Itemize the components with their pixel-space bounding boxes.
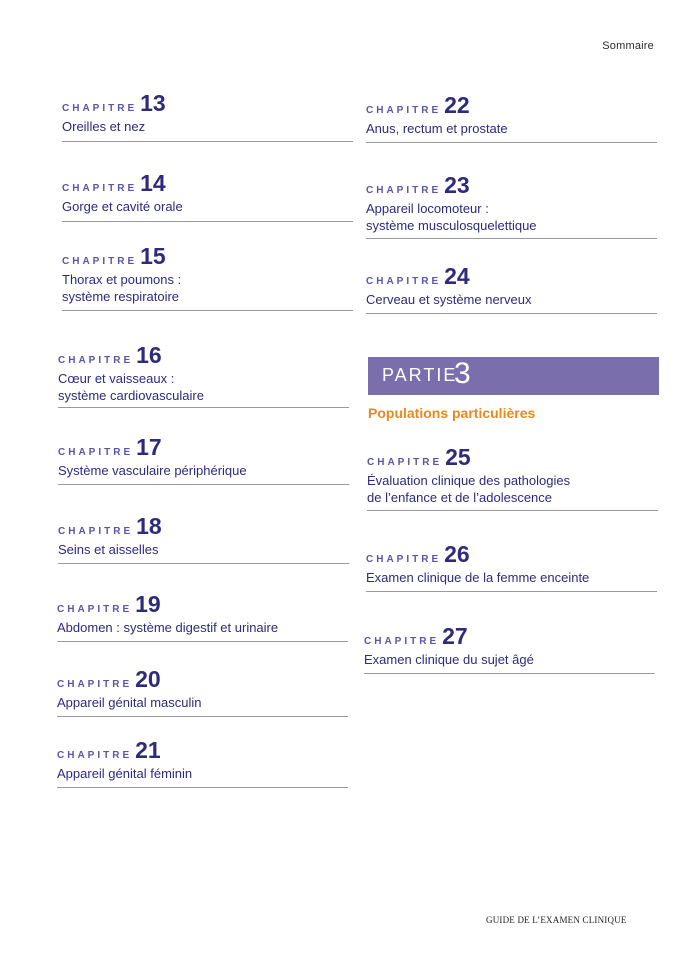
chapter-title-line: Appareil génital féminin: [57, 766, 193, 781]
chapter-divider: [58, 484, 349, 485]
chapter-divider: [364, 673, 655, 674]
chapter-number: 13: [140, 90, 166, 116]
running-footer: GUIDE DE L’EXAMEN CLINIQUE: [486, 915, 627, 925]
chapter-title-line: système musculosquelettique: [366, 218, 537, 233]
chapter-divider: [58, 563, 349, 564]
chapter-15[interactable]: [62, 243, 181, 305]
chapter-divider: [57, 716, 348, 717]
chapter-number: 24: [444, 263, 470, 289]
chapter-title-line: de l’enfance et de l’adolescence: [367, 490, 553, 505]
chapter-number: 16: [136, 342, 162, 368]
chapter-number: 18: [136, 513, 162, 539]
chapter-divider: [366, 142, 657, 143]
chapter-title-line: Cœur et vaisseaux :: [58, 371, 175, 386]
chapter-number: 19: [135, 591, 161, 617]
chapter-title-line: système cardiovasculaire: [58, 388, 204, 403]
chapter-title-line: Évaluation clinique des pathologies: [367, 473, 571, 488]
chapter-number: 17: [136, 434, 162, 460]
chapter-23[interactable]: [366, 172, 537, 234]
chapter-label: CHAPITRE: [366, 276, 442, 287]
chapter-16[interactable]: [58, 342, 204, 404]
chapter-20[interactable]: [57, 666, 202, 711]
chapter-title-line: Anus, rectum et prostate: [366, 121, 508, 136]
chapter-label: CHAPITRE: [364, 636, 440, 647]
chapter-number: 23: [444, 172, 470, 198]
chapter-number: 15: [140, 243, 166, 269]
chapter-label: CHAPITRE: [367, 457, 443, 468]
chapter-divider: [57, 787, 348, 788]
partie-number: 3: [454, 357, 471, 390]
chapter-title-line: Appareil génital masculin: [57, 695, 202, 710]
chapter-divider: [58, 407, 349, 408]
chapter-label: CHAPITRE: [58, 526, 134, 537]
chapter-25[interactable]: [367, 444, 570, 506]
chapter-label: CHAPITRE: [366, 185, 442, 196]
chapter-24[interactable]: [366, 263, 531, 308]
running-header: Sommaire: [602, 40, 654, 52]
chapter-divider: [62, 221, 353, 222]
chapter-21[interactable]: [57, 737, 192, 782]
chapter-label: CHAPITRE: [57, 604, 133, 615]
chapter-title-line: Thorax et poumons :: [62, 272, 182, 287]
chapter-title-line: Gorge et cavité orale: [62, 199, 183, 214]
chapter-19[interactable]: [57, 591, 278, 636]
chapter-number: 20: [135, 666, 161, 692]
chapter-label: CHAPITRE: [366, 554, 442, 565]
chapter-label: CHAPITRE: [62, 256, 138, 267]
chapter-17[interactable]: [58, 434, 247, 479]
chapter-divider: [366, 238, 657, 239]
chapter-number: 21: [135, 737, 161, 763]
chapter-number: 26: [444, 541, 470, 567]
chapter-number: 14: [140, 170, 166, 196]
chapter-label: CHAPITRE: [62, 103, 138, 114]
chapter-label: CHAPITRE: [57, 679, 133, 690]
partie-title[interactable]: Populations particulières: [368, 405, 536, 421]
chapter-number: 25: [445, 444, 471, 470]
chapter-divider: [367, 510, 658, 511]
chapter-label: CHAPITRE: [366, 105, 442, 116]
chapter-27[interactable]: [364, 623, 534, 668]
chapter-label: CHAPITRE: [58, 355, 134, 366]
chapter-title-line: Examen clinique du sujet âgé: [364, 652, 534, 667]
chapter-divider: [57, 641, 348, 642]
chapter-label: CHAPITRE: [57, 750, 133, 761]
partie-label: PARTIE: [382, 365, 458, 385]
chapter-title-line: Oreilles et nez: [62, 119, 146, 134]
chapter-divider: [366, 591, 657, 592]
chapter-title-line: Abdomen : système digestif et urinaire: [57, 620, 279, 635]
chapter-title-line: Appareil locomoteur :: [366, 201, 489, 216]
chapter-title-line: système respiratoire: [62, 289, 180, 304]
chapter-divider: [62, 141, 353, 142]
chapter-13[interactable]: [62, 90, 166, 135]
chapter-26[interactable]: [366, 541, 589, 586]
chapter-number: 27: [442, 623, 468, 649]
chapter-22[interactable]: [366, 92, 508, 137]
partie-banner[interactable]: [368, 357, 659, 395]
chapter-title-line: Cerveau et système nerveux: [366, 292, 532, 307]
chapter-label: CHAPITRE: [58, 447, 134, 458]
chapter-label: CHAPITRE: [62, 183, 138, 194]
chapter-14[interactable]: [62, 170, 183, 215]
chapter-number: 22: [444, 92, 470, 118]
chapter-title-line: Examen clinique de la femme enceinte: [366, 570, 590, 585]
chapter-title-line: Système vasculaire périphérique: [58, 463, 247, 478]
chapter-title-line: Seins et aisselles: [58, 542, 159, 557]
chapter-18[interactable]: [58, 513, 162, 558]
chapter-divider: [366, 313, 657, 314]
chapter-divider: [62, 310, 353, 311]
